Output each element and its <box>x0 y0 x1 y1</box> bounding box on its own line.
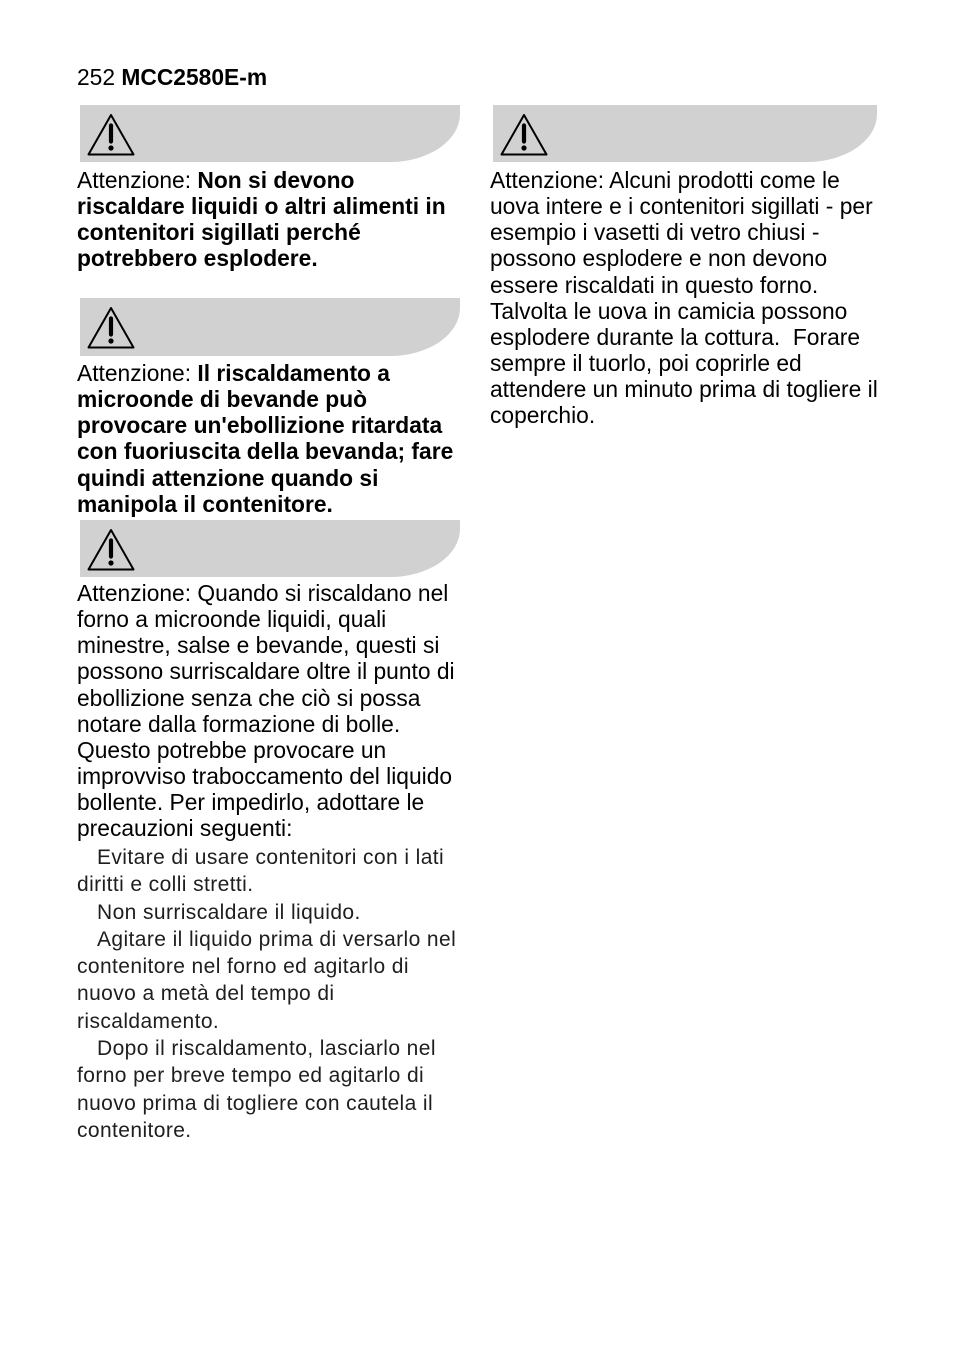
warning-text: microonde di bevande può <box>77 386 368 413</box>
text-line <box>77 580 455 606</box>
precaution-text: contenitore nel forno ed agitarlo di <box>77 955 409 979</box>
text-line <box>490 167 878 193</box>
warning-text: Talvolta le uova in camicia possono <box>490 297 848 324</box>
precautions-list <box>77 844 456 1144</box>
text-line <box>77 438 453 464</box>
text-line <box>77 1117 456 1144</box>
precaution-text: Non surriscaldare il liquido. <box>97 900 361 924</box>
warning-triangle-icon <box>499 112 549 158</box>
warning-text: esempio i vasetti di vetro chiusi - <box>490 219 820 246</box>
warning-label: Attenzione: <box>77 167 192 193</box>
warning-banner <box>80 520 460 577</box>
warning-text: ebollizione senza che ciò si possa <box>77 684 421 711</box>
warning-text: notare dalla formazione di bolle. <box>77 710 401 737</box>
text-line <box>77 412 453 438</box>
precaution-text: nuovo prima di togliere con cautela il <box>77 1091 434 1115</box>
warning-text: esplodere durante la cottura. Forare <box>490 323 861 350</box>
precaution-item <box>77 899 456 926</box>
warning-text: minestre, salse e bevande, questi si <box>77 632 440 659</box>
text-line <box>77 193 446 219</box>
warning-text: sempre il tuorlo, poi coprirle ed <box>490 350 802 377</box>
text-line <box>77 658 455 684</box>
warning-label: Attenzione: <box>490 167 605 193</box>
text-line <box>77 465 453 491</box>
text-line <box>77 871 456 898</box>
model-name: MCC2580E-m <box>121 64 268 90</box>
warning-text: manipola il contenitore. <box>77 490 333 517</box>
warning-text: Alcuni prodotti come le <box>609 167 840 193</box>
warning-text: Questo potrebbe provocare un <box>77 736 387 763</box>
warning-text: provocare un'ebollizione ritardata <box>77 412 443 439</box>
warning-triangle-icon <box>86 112 136 158</box>
text-line <box>77 815 455 841</box>
text-line <box>490 245 878 271</box>
warning-text: Non si devono <box>197 167 355 193</box>
warning-text: con fuoriuscita della bevanda; fare <box>77 438 454 465</box>
text-line <box>77 606 455 632</box>
text-line <box>490 324 878 350</box>
warning-text-1 <box>77 167 446 272</box>
text-line <box>490 193 878 219</box>
warning-text: possono esplodere e non devono <box>490 245 828 272</box>
warning-text: Quando si riscaldano nel <box>197 580 449 606</box>
text-line <box>490 219 878 245</box>
precaution-text: Agitare il liquido prima di versarlo nel <box>97 927 457 951</box>
warning-banner <box>80 105 460 162</box>
warning-text: bollente. Per impedirlo, adottare le <box>77 789 425 816</box>
text-line <box>77 980 456 1007</box>
warning-label: Attenzione: <box>77 580 192 606</box>
precaution-text: diritti e colli stretti. <box>77 873 254 897</box>
text-line <box>490 350 878 376</box>
warning-text: possono surriscaldare oltre il punto di <box>77 658 455 685</box>
warning-text: coperchio. <box>490 402 596 429</box>
text-line <box>77 632 455 658</box>
warning-label: Attenzione: <box>77 360 192 386</box>
warning-triangle-icon <box>86 527 136 573</box>
text-line <box>77 1062 456 1089</box>
text-line <box>77 219 446 245</box>
text-line <box>77 167 446 193</box>
precaution-item <box>77 926 456 1035</box>
warning-triangle-icon <box>86 305 136 351</box>
text-line <box>490 376 878 402</box>
warning-text: uova intere e i contenitori sigillati - per <box>490 193 873 220</box>
text-line <box>77 1035 456 1062</box>
precaution-text: nuovo a metà del tempo di <box>77 982 335 1006</box>
precaution-text: Evitare di usare contenitori con i lati <box>97 846 445 869</box>
text-line <box>77 899 456 926</box>
precaution-item <box>77 844 456 899</box>
warning-text: essere riscaldati in questo forno. <box>490 271 819 298</box>
text-line <box>77 711 455 737</box>
precaution-text: riscaldamento. <box>77 1009 220 1033</box>
text-line <box>77 1008 456 1035</box>
precaution-item <box>77 1035 456 1144</box>
warning-text: contenitori sigillati perché <box>77 219 361 246</box>
warning-text: riscaldare liquidi o altri alimenti in <box>77 193 446 220</box>
warning-text-2 <box>77 360 453 517</box>
text-line <box>77 926 456 953</box>
text-line <box>77 685 455 711</box>
warning-text: precauzioni seguenti: <box>77 815 293 842</box>
warning-text-3 <box>77 580 455 842</box>
text-line <box>490 272 878 298</box>
warning-text: potrebbero esplodere. <box>77 245 318 272</box>
precaution-text: forno per breve tempo ed agitarlo di <box>77 1064 425 1088</box>
text-line <box>77 491 453 517</box>
warning-text: attendere un minuto prima di togliere il <box>490 376 878 403</box>
precaution-text: Dopo il riscaldamento, lasciarlo nel <box>97 1037 436 1061</box>
text-line <box>77 1090 456 1117</box>
text-line <box>77 245 446 271</box>
warning-banner <box>80 298 460 356</box>
text-line <box>77 953 456 980</box>
warning-text: quindi attenzione quando si <box>77 464 379 491</box>
page-number: 252 <box>77 64 116 90</box>
warning-text: forno a microonde liquidi, quali <box>77 606 387 633</box>
text-line <box>77 360 453 386</box>
warning-text-4 <box>490 167 878 429</box>
warning-text: improvviso traboccamento del liquido <box>77 763 453 790</box>
warning-text: Il riscaldamento a <box>197 360 390 386</box>
text-line <box>77 789 455 815</box>
text-line <box>77 737 455 763</box>
precaution-text: contenitore. <box>77 1118 192 1142</box>
warning-banner <box>493 105 877 162</box>
page-header <box>77 64 267 90</box>
text-line <box>77 844 456 871</box>
text-line <box>490 402 878 428</box>
text-line <box>77 763 455 789</box>
text-line <box>490 298 878 324</box>
text-line <box>77 386 453 412</box>
